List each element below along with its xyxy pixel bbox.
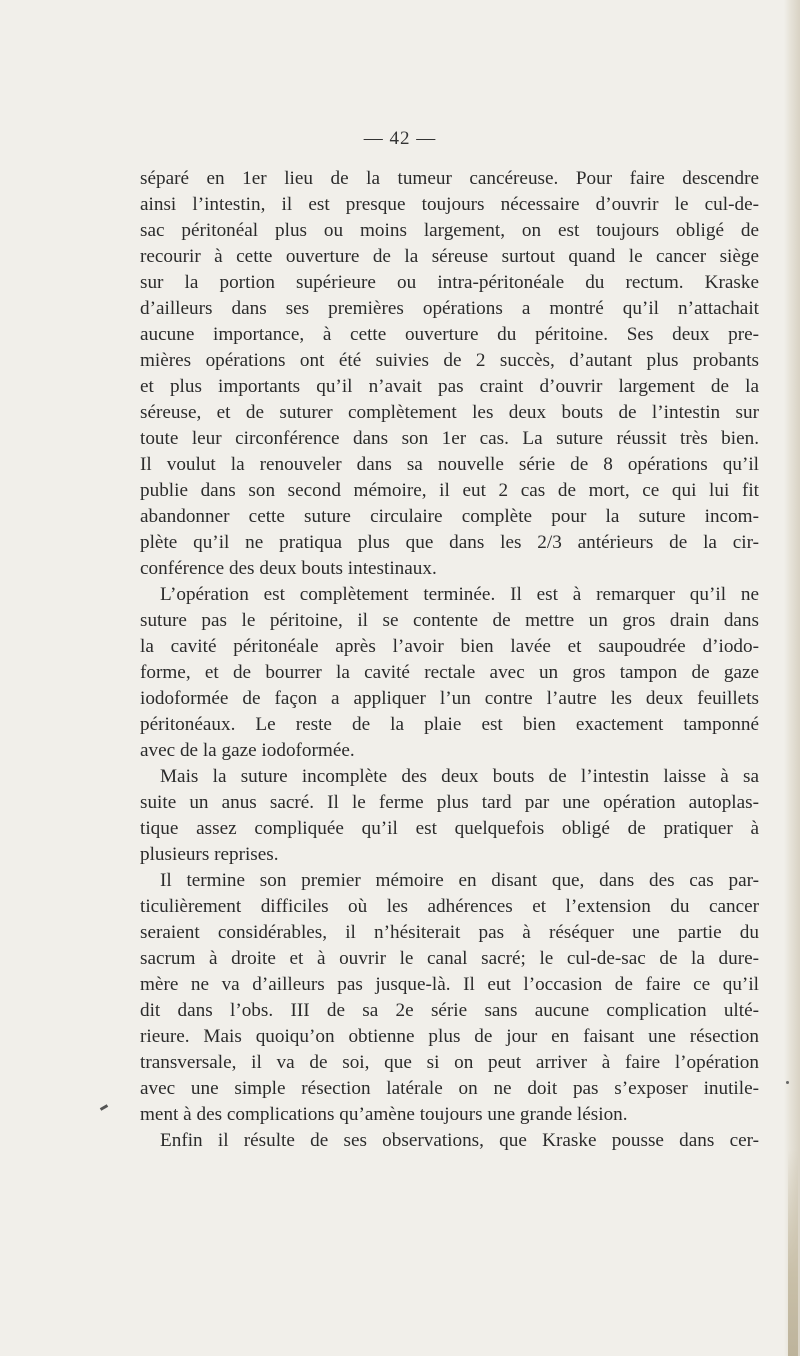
- text-line: transversale, il va de soi, que si on peut arriver à faire l’opération: [140, 1052, 759, 1073]
- text-line: d’ailleurs dans ses premières opérations a montré qu’il n’attachait: [140, 298, 759, 319]
- text-line: recourir à cette ouverture de la séreuse surtout quand le cancer siège: [140, 246, 759, 267]
- text-line: avec de la gaze iodoformée.: [140, 740, 355, 761]
- text-line: plusieurs reprises.: [140, 844, 279, 865]
- text-line: publie dans son second mémoire, il eut 2 cas de mort, ce qui lui fit: [140, 480, 759, 501]
- text-line: seraient considérables, il n’hésiterait pas à réséquer une partie du: [140, 922, 759, 943]
- text-line: Mais la suture incomplète des deux bouts de l’intestin laisse à sa: [160, 766, 759, 787]
- text-line: dit dans l’obs. III de sa 2e série sans aucune complication ulté-: [140, 1000, 759, 1021]
- text-line: Il termine son premier mémoire en disant que, dans des cas par-: [160, 870, 759, 891]
- page-stain: [788, 1150, 798, 1356]
- text-line: iodoformée de façon a appliquer l’un contre l’autre les deux feuillets: [140, 688, 759, 709]
- text-line: suture pas le péritoine, il se contente de mettre un gros drain dans: [140, 610, 759, 631]
- text-line: tique assez compliquée qu’il est quelquefois obligé de pratiquer à: [140, 818, 759, 839]
- text-line: péritonéaux. Le reste de la plaie est bien exactement tamponné: [140, 714, 759, 735]
- text-line: et plus importants qu’il n’avait pas craint d’ouvrir largement de la: [140, 376, 759, 397]
- text-line: mère ne va d’ailleurs pas jusque-là. Il eut l’occasion de faire ce qu’il: [140, 974, 759, 995]
- text-line: mières opérations ont été suivies de 2 succès, d’autant plus probants: [140, 350, 759, 371]
- page-number: — 42 —: [363, 128, 437, 149]
- text-line: suite un anus sacré. Il le ferme plus tard par une opération autoplas-: [140, 792, 759, 813]
- text-line: L’opération est complètement terminée. Il est à remarquer qu’il ne: [160, 584, 759, 605]
- body-text: [140, 166, 759, 1154]
- text-line: aucune importance, à cette ouverture du péritoine. Ses deux pre-: [140, 324, 759, 345]
- text-line: rieure. Mais quoiqu’on obtienne plus de jour en faisant une résection: [140, 1026, 759, 1047]
- margin-mark: [100, 1104, 108, 1111]
- text-line: la cavité péritonéale après l’avoir bien lavée et saupoudrée d’iodo-: [140, 636, 759, 657]
- text-line: forme, et de bourrer la cavité rectale avec un gros tampon de gaze: [140, 662, 759, 683]
- margin-dot: [786, 1081, 789, 1084]
- text-line: conférence des deux bouts intestinaux.: [140, 558, 437, 579]
- text-line: ment à des complications qu’amène toujours une grande lésion.: [140, 1104, 628, 1125]
- text-line: plète qu’il ne pratiqua plus que dans les 2/3 antérieurs de la cir-: [140, 532, 759, 553]
- text-line: sur la portion supérieure ou intra-péritonéale du rectum. Kraske: [140, 272, 759, 293]
- text-line: toute leur circonférence dans son 1er cas. La suture réussit très bien.: [140, 428, 759, 449]
- text-line: Il voulut la renouveler dans sa nouvelle série de 8 opérations qu’il: [140, 454, 759, 475]
- text-line: ticulièrement difficiles où les adhérences et l’extension du cancer: [140, 896, 759, 917]
- text-line: sacrum à droite et à ouvrir le canal sacré; le cul-de-sac de la dure-: [140, 948, 759, 969]
- text-line: séreuse, et de suturer complètement les deux bouts de l’intestin sur: [140, 402, 759, 423]
- text-line: avec une simple résection latérale on ne doit pas s’exposer inutile-: [140, 1078, 759, 1099]
- text-line: sac péritonéal plus ou moins largement, on est toujours obligé de: [140, 220, 759, 241]
- text-line: Enfin il résulte de ses observations, que Kraske pousse dans cer-: [160, 1130, 759, 1151]
- text-line: ainsi l’intestin, il est presque toujours nécessaire d’ouvrir le cul-de-: [140, 194, 759, 215]
- text-line: séparé en 1er lieu de la tumeur cancéreuse. Pour faire descendre: [140, 168, 759, 189]
- text-line: abandonner cette suture circulaire complète pour la suture incom-: [140, 506, 759, 527]
